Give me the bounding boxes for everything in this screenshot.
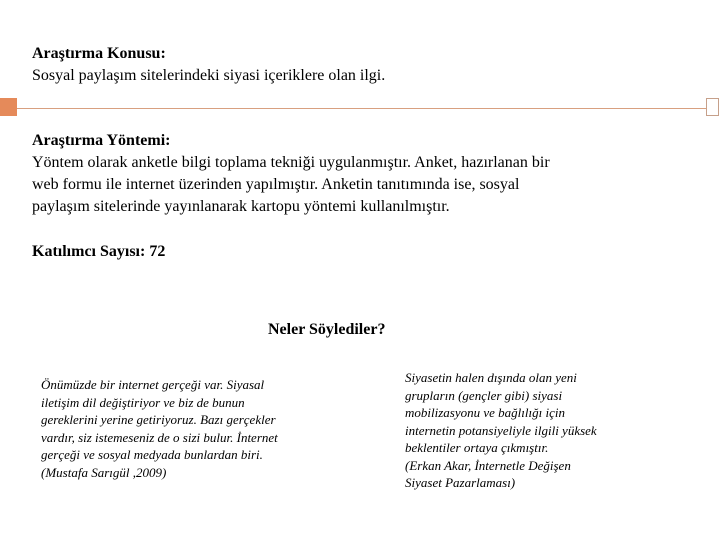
quote-line: Siyasetin halen dışında olan yeni: [405, 370, 577, 385]
research-method-heading: Araştırma Yöntemi:: [32, 132, 171, 149]
quotes-section-title: Neler Söylediler?: [268, 321, 386, 338]
research-method-line: Yöntem olarak anketle bilgi toplama tekniği uygulanmıştır. Anket, hazırlanan bir: [32, 154, 550, 171]
quote-attribution: (Mustafa Sarıgül ,2009): [41, 464, 167, 480]
quote-line: iletişim dil değiştiriyor ve biz de bunun: [41, 394, 245, 410]
outline-square: [706, 98, 719, 116]
quote-line: mobilizasyonu ve bağlılığı için: [405, 405, 565, 420]
research-method-block: [32, 130, 672, 218]
divider-line: [17, 108, 706, 109]
quote-attribution: Siyaset Pazarlaması): [405, 475, 516, 490]
quote-attribution: (Erkan Akar, İnternetle Değişen: [405, 457, 571, 473]
quote-left: [41, 376, 311, 481]
quote-line: vardır, siz istemeseniz de o sizi bulur. İnternet: [41, 429, 278, 445]
research-topic-block: [32, 43, 385, 87]
accent-square: [0, 98, 17, 116]
quote-line: gerçeği ve sosyal medyada bunlardan biri.: [41, 447, 263, 462]
research-topic-text: Sosyal paylaşım sitelerindeki siyasi içeriklere olan ilgi.: [32, 67, 386, 84]
quote-line: beklentiler ortaya çıkmıştır.: [405, 440, 549, 455]
quote-line: internetin potansiyeliyle ilgili yüksek: [405, 422, 597, 438]
research-method-line: paylaşım sitelerinde yayınlanarak kartopu yöntemi kullanılmıştır.: [32, 198, 450, 215]
quote-right: [405, 369, 655, 492]
research-topic-heading: Araştırma Konusu:: [32, 45, 166, 62]
research-method-line: web formu ile internet üzerinden yapılmıştır. Anketin tanıtımında ise, sosyal: [32, 176, 520, 193]
participant-count: Katılımcı Sayısı: 72: [32, 243, 166, 260]
quote-line: grupların (gençler gibi) siyasi: [405, 387, 563, 403]
quote-line: Önümüzde bir internet gerçeği var. Siyasal: [41, 377, 265, 392]
quote-line: gereklerini yerine getiriyoruz. Bazı gerçekler: [41, 412, 276, 427]
slide-divider: [0, 98, 728, 118]
